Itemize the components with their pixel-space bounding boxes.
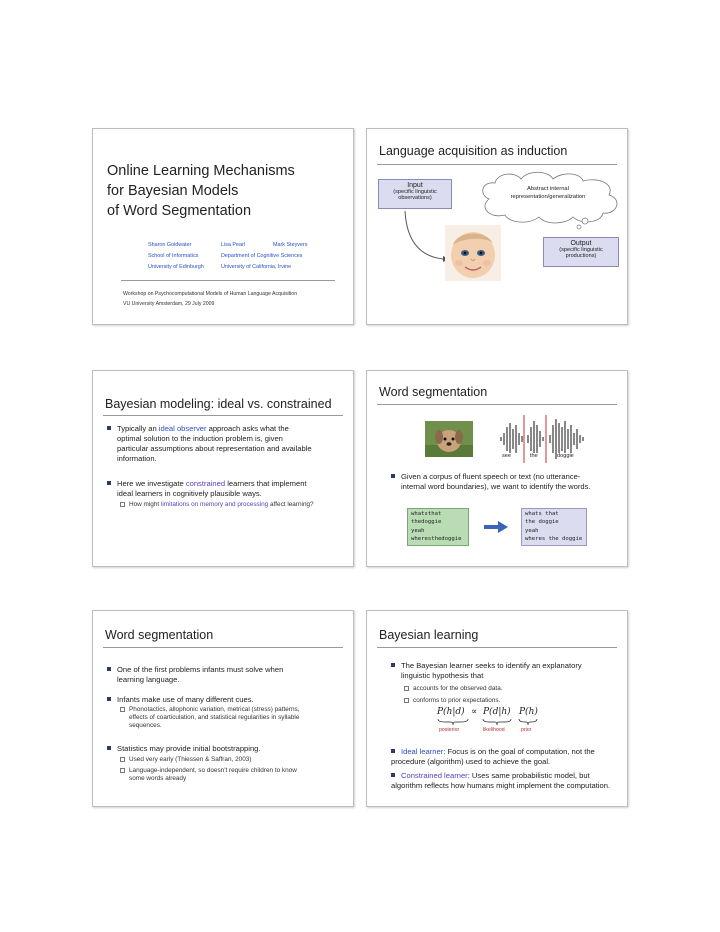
highlight-memory: limitations on memory and processing	[160, 501, 269, 508]
segmented-line: wheres the doggie	[525, 536, 583, 543]
subbullet-marker	[120, 768, 125, 773]
affil-pearl-1: Department of Cognitive Sciences	[221, 253, 303, 259]
bullet-marker	[107, 426, 111, 430]
bullet-marker	[107, 746, 111, 750]
baby-photo	[445, 225, 501, 281]
title-line-1: Online Learning Mechanisms	[107, 163, 295, 179]
bullet-constrained: Here we investigate constrained learners that implement ideal learners in cognitively plausible ways.	[117, 479, 347, 499]
input-desc-2: observations)	[398, 195, 432, 201]
subbullet-marker	[404, 686, 409, 691]
dog-photo	[425, 421, 473, 457]
label-likelihood: likelihood	[483, 727, 505, 733]
underbraces	[437, 718, 547, 726]
equation-proportional: ∝	[471, 707, 478, 717]
equation-posterior: P(h|d)	[437, 707, 465, 717]
bullet-marker	[391, 474, 395, 478]
title-divider	[121, 280, 335, 281]
label-prior: prior	[521, 727, 532, 733]
cloud-text-2: representation/generalization	[510, 194, 586, 200]
slide-heading: Word segmentation	[379, 385, 488, 399]
subbullet-language-independent: Language-independent, so doesn't require children to know some words already	[129, 767, 351, 783]
bullet-statistics: Statistics may provide initial bootstrapping.	[117, 744, 349, 754]
subbullet-observed-data: accounts for the observed data.	[413, 685, 623, 693]
title-line-2: for Bayesian Models	[107, 183, 239, 199]
author-goldwater: Sharon Goldwater	[148, 242, 192, 248]
unsegmented-line: whatsthat	[411, 511, 442, 517]
bullet-marker	[107, 481, 111, 485]
heading-divider	[377, 404, 617, 405]
bullet-marker	[107, 697, 111, 701]
wave-word-see: see	[502, 453, 512, 459]
workshop-venue: VU University Amsterdam, 29 July 2009	[123, 301, 215, 307]
heading-divider	[377, 647, 617, 648]
bullet-marker	[391, 773, 395, 777]
subbullet-memory: How might limitations on memory and processing affect learning?	[129, 501, 349, 509]
affil-pearl-2: University of California, Irvine	[221, 264, 292, 270]
slide-title	[92, 128, 354, 325]
unsegmented-line: thedoggie	[411, 519, 442, 526]
arrow-right-icon	[484, 521, 508, 533]
output-label: Output	[570, 240, 592, 247]
highlight-constrained: constrained	[185, 479, 226, 488]
input-label: Input	[407, 182, 423, 189]
slide-induction	[366, 128, 628, 325]
output-desc-1: (specific linguistic	[559, 247, 603, 253]
unsegmented-line: yeah	[411, 527, 425, 534]
highlight-constrained-learner: Constrained learner	[401, 771, 468, 780]
bullet-first-problem: One of the first problems infants must solve when learning language.	[117, 665, 349, 685]
highlight-ideal-learner: Ideal learner	[401, 747, 444, 756]
workshop-name: Workshop on Psychocomputational Models of Human Language Acquisition	[123, 291, 298, 297]
heading-divider	[103, 647, 343, 648]
bullet-ideal-learner: Ideal learner: Focus is on the goal of computation, not the procedure (algorithm) used to achieve the goal.	[391, 747, 595, 766]
bullet-marker	[391, 749, 395, 753]
highlight-ideal-observer: ideal observer	[158, 424, 207, 433]
segmented-line: the doggie	[525, 519, 559, 526]
wave-word-doggie: doggie	[557, 453, 574, 459]
slide-bayesian-learning	[366, 610, 628, 807]
unsegmented-box	[407, 508, 469, 546]
subbullet-used-early: Used very early (Thiessen & Saffran, 2003)	[129, 756, 351, 764]
subbullet-marker	[404, 698, 409, 703]
label-posterior: posterior	[439, 727, 460, 733]
affil-goldwater-2: University of Edinburgh	[148, 264, 204, 270]
subbullet-marker	[120, 707, 125, 712]
output-box	[543, 237, 619, 267]
slide-heading: Bayesian modeling: ideal vs. constrained	[105, 397, 332, 411]
bullet-marker	[107, 667, 111, 671]
equation-prior: P(h)	[519, 707, 538, 717]
affil-goldwater-1: School of Informatics	[148, 253, 199, 259]
slide-word-segmentation-1	[366, 370, 628, 567]
bullet-bayesian-learner: The Bayesian learner seeks to identify an explanatory linguistic hypothesis that	[401, 661, 625, 681]
subbullet-marker	[120, 757, 125, 762]
bullet-marker	[391, 663, 395, 667]
author-steyvers: Mark Steyvers	[273, 242, 308, 248]
slide-heading: Language acquisition as induction	[379, 144, 568, 158]
author-pearl: Lisa Pearl	[221, 242, 245, 248]
heading-divider	[103, 415, 343, 416]
equation-likelihood: P(d|h)	[483, 707, 511, 717]
segmented-line: yeah	[525, 527, 539, 534]
output-desc-2: productions)	[565, 253, 597, 259]
title-line-3: of Word Segmentation	[107, 203, 252, 219]
bullet-ideal-observer: Typically an ideal observer approach asks what the optimal solution to the induction problem is, given particular assumptions about representation and available information.	[117, 424, 347, 464]
segmented-line: whats that	[525, 511, 559, 517]
bullet-corpus: Given a corpus of fluent speech or text (no utterance- internal word boundaries), we want to identify the words.	[401, 472, 625, 492]
bayes-equation	[437, 707, 577, 739]
cloud-text-1: Abstract internal	[527, 186, 569, 192]
wave-word-the: the	[530, 453, 538, 459]
input-desc-1: (specific linguistic	[393, 189, 437, 195]
slide-ideal-vs-constrained	[92, 370, 354, 567]
bullet-cues: Infants make use of many different cues.	[117, 695, 349, 705]
subbullet-marker	[120, 502, 125, 507]
segmented-box	[521, 508, 587, 546]
slide-word-segmentation-2	[92, 610, 354, 807]
unsegmented-line: wheresthedoggie	[411, 536, 462, 543]
bullet-constrained-learner: Constrained learner: Uses same probabilistic model, but algorithm reflects how humans might implement the computation.	[391, 771, 611, 790]
slide-heading: Word segmentation	[105, 628, 214, 642]
subbullet-phonotactics: Phonotactics, allophonic variation, metrical (stress) patterns, effects of coarticulation, and statistical regularities in syllable sequences.	[129, 706, 351, 730]
slide-heading: Bayesian learning	[379, 628, 479, 642]
subbullet-prior-expectations: conforms to prior expectations.	[413, 697, 623, 705]
